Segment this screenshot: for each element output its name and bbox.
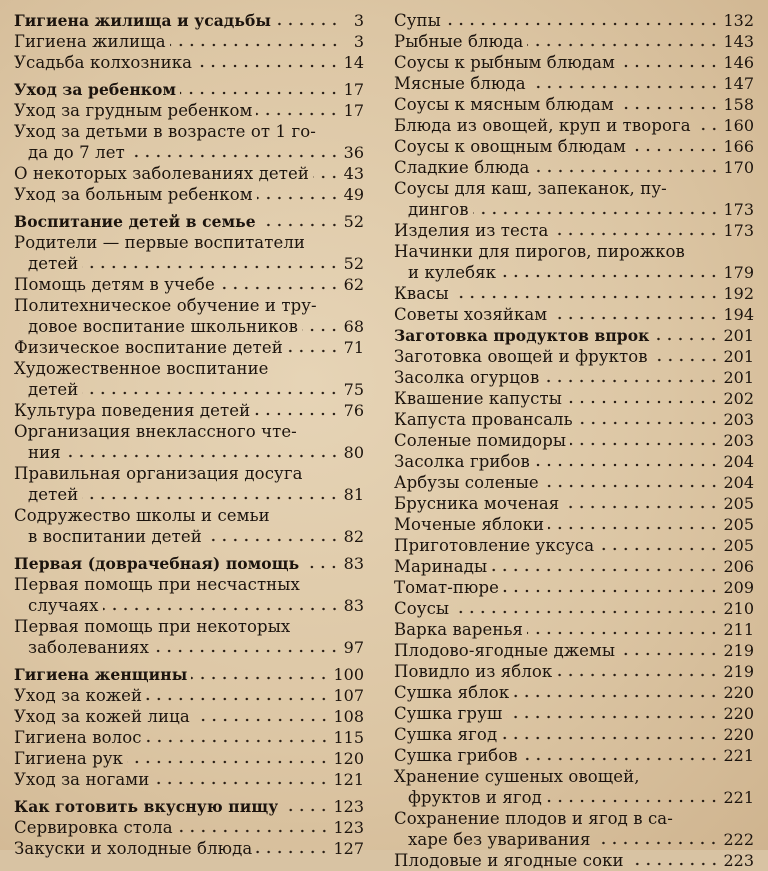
- toc-page-number: 81: [343, 485, 364, 504]
- toc-entry-title: Организация внеклассного чте-: [14, 422, 297, 441]
- dot-leader: [82, 496, 339, 500]
- dot-leader: [65, 454, 340, 458]
- toc-entry-title: Как готовить вкусную пищу: [14, 797, 279, 816]
- toc-page-number: 17: [343, 80, 364, 99]
- toc-entry-title: Помощь детям в учебе: [14, 275, 215, 294]
- toc-page-number: 52: [343, 254, 364, 273]
- toc-entry: [394, 115, 754, 136]
- dot-leader: [534, 463, 720, 467]
- toc-page-number: 170: [723, 158, 754, 177]
- toc-entry-title: Уход за больным ребенком: [14, 185, 253, 204]
- toc-entry-title: Уход за ребенком: [14, 80, 177, 99]
- toc-entry-title: Художественное воспитание: [14, 359, 269, 378]
- toc-entry: [394, 661, 754, 682]
- dot-leader: [302, 328, 340, 332]
- toc-entry: [14, 337, 364, 358]
- toc-entry-title: Уход за детьми в возрасте от 1 го-: [14, 122, 316, 141]
- toc-entry: [394, 136, 754, 157]
- dot-leader: [570, 442, 719, 446]
- toc-page-number: 83: [343, 554, 364, 573]
- toc-entry-title-continued: детей: [28, 380, 79, 399]
- toc-page-number: 205: [723, 515, 754, 534]
- toc-page-number: 203: [723, 410, 754, 429]
- dot-leader: [313, 175, 340, 179]
- toc-entry: [394, 31, 754, 52]
- toc-entry: [394, 283, 754, 304]
- toc-page-number: 75: [343, 380, 364, 399]
- dot-leader: [598, 547, 719, 551]
- toc-page-number: 194: [723, 305, 754, 324]
- toc-entry-title: Правильная организация досуга: [14, 464, 303, 483]
- dot-leader: [618, 106, 720, 110]
- toc-page-number: 173: [723, 200, 754, 219]
- toc-page-number: 211: [723, 620, 754, 639]
- toc-entry-title: Супы: [394, 11, 441, 30]
- toc-page-number: 17: [343, 101, 364, 120]
- toc-page-number: 100: [333, 665, 364, 684]
- toc-entry: [394, 346, 754, 367]
- toc-entry: [14, 31, 364, 52]
- dot-leader: [577, 421, 720, 425]
- toc-page-number: 179: [723, 263, 754, 282]
- toc-entry-title: Гигиена жилища и усадьбы: [14, 11, 272, 30]
- toc-entry-title: Политехническое обучение и тру-: [14, 296, 317, 315]
- toc-entry: [394, 745, 754, 766]
- toc-entry: [394, 682, 754, 703]
- toc-entry-title-continued: довое воспитание школьников: [28, 317, 299, 336]
- dot-leader: [563, 505, 719, 509]
- dot-leader: [191, 676, 329, 680]
- toc-entry: [14, 358, 364, 400]
- toc-entry: [394, 388, 754, 409]
- toc-page-number: 146: [723, 53, 754, 72]
- toc-entry-title: Культура поведения детей: [14, 401, 251, 420]
- toc-entry: [394, 640, 754, 661]
- toc-entry-title: Томат-пюре: [394, 578, 500, 597]
- dot-leader: [619, 652, 719, 656]
- dot-leader: [194, 718, 330, 722]
- toc-entry-title: Советы хозяйкам: [394, 305, 548, 324]
- toc-entry: [394, 766, 754, 808]
- toc-entry-title: Соленые помидоры: [394, 431, 567, 450]
- toc-entry: [394, 850, 754, 871]
- toc-page-number: 143: [723, 32, 754, 51]
- dot-leader: [543, 484, 720, 488]
- toc-page-number: 97: [343, 638, 364, 657]
- toc-entry: [394, 472, 754, 493]
- dot-leader: [628, 862, 720, 866]
- dot-leader: [146, 739, 330, 743]
- toc-entry-title: Заготовка продуктов впрок: [394, 326, 650, 345]
- toc-entry: [394, 367, 754, 388]
- toc-entry: [14, 838, 364, 859]
- toc-page-number: 3: [353, 32, 364, 51]
- dot-leader: [219, 286, 340, 290]
- toc-entry-title: Содружество школы и семьи: [14, 506, 270, 525]
- toc-page-number: 221: [723, 746, 754, 765]
- toc-entry-title: Засолка огурцов: [394, 368, 540, 387]
- toc-entry-title: Хранение сушеных овощей,: [394, 767, 640, 786]
- toc-entry-title: Арбузы соленые: [394, 473, 539, 492]
- toc-entry: [14, 184, 364, 205]
- toc-entry-title: Брусника моченая: [394, 494, 560, 513]
- toc-entry: [14, 52, 364, 73]
- toc-entry-title: Начинки для пирогов, пирожков: [394, 242, 685, 261]
- toc-section-heading: [394, 325, 754, 346]
- toc-entry: [394, 220, 754, 241]
- toc-page-number: 3: [353, 11, 364, 30]
- toc-entry-title: Первая помощь при несчастных: [14, 575, 300, 594]
- toc-page-number: 132: [723, 11, 754, 30]
- toc-page-number: 220: [723, 704, 754, 723]
- toc-section-heading: [14, 553, 364, 574]
- dot-leader: [196, 64, 340, 68]
- toc-page-number: 203: [723, 431, 754, 450]
- dot-leader: [552, 232, 719, 236]
- toc-entry-title: Соусы к рыбным блюдам: [394, 53, 615, 72]
- toc-entry: [394, 598, 754, 619]
- toc-entry: [14, 232, 364, 274]
- toc-entry-title: Плодово-ягодные джемы: [394, 641, 616, 660]
- dot-leader: [506, 715, 719, 719]
- dot-leader: [453, 610, 719, 614]
- dot-leader: [491, 568, 719, 572]
- toc-entry: [14, 121, 364, 163]
- toc-left-column: [14, 10, 364, 859]
- toc-entry-title: Сохранение плодов и ягод в са-: [394, 809, 673, 828]
- dot-leader: [566, 400, 719, 404]
- toc-entry-title-continued: заболеваниях: [28, 638, 149, 657]
- toc-entry: [394, 493, 754, 514]
- toc-entry-title: Сервировка стола: [14, 818, 173, 837]
- dot-leader: [146, 697, 329, 701]
- toc-entry-title: Усадьба колхозника: [14, 53, 193, 72]
- toc-entry: [14, 400, 364, 421]
- toc-entry-title: Воспитание детей в семье: [14, 212, 256, 231]
- toc-entry-title: Квашение капусты: [394, 389, 562, 408]
- toc-page-number: 205: [723, 494, 754, 513]
- toc-entry: [14, 748, 364, 769]
- toc-page-number: 201: [723, 326, 754, 345]
- dot-leader: [206, 538, 340, 542]
- dot-leader: [287, 349, 340, 353]
- toc-page-number: 160: [723, 116, 754, 135]
- dot-leader: [652, 358, 720, 362]
- dot-leader: [453, 295, 720, 299]
- dot-leader: [127, 760, 329, 764]
- toc-page-number: 223: [723, 851, 754, 870]
- dot-leader: [513, 694, 719, 698]
- dot-leader: [103, 607, 340, 611]
- dot-leader: [619, 64, 719, 68]
- toc-page-number: 219: [723, 662, 754, 681]
- toc-entry-title: Гигиена рук: [14, 749, 124, 768]
- toc-page-number: 201: [723, 368, 754, 387]
- toc-page-number: 201: [723, 347, 754, 366]
- toc-entry: [394, 808, 754, 850]
- toc-page-number: 219: [723, 641, 754, 660]
- toc-entry-title: Уход за кожей: [14, 686, 143, 705]
- toc-entry-title-continued: детей: [28, 485, 79, 504]
- toc-entry-title: Соусы: [394, 599, 450, 618]
- toc-entry: [394, 556, 754, 577]
- dot-leader: [522, 757, 720, 761]
- toc-entry: [14, 295, 364, 337]
- dot-leader: [556, 673, 719, 677]
- toc-entry: [394, 73, 754, 94]
- toc-page-number: 210: [723, 599, 754, 618]
- toc-entry-title: Сушка ягод: [394, 725, 498, 744]
- dot-leader: [473, 211, 720, 215]
- toc-entry: [394, 619, 754, 640]
- toc-entry-title: Повидло из яблок: [394, 662, 553, 681]
- toc-entry: [394, 703, 754, 724]
- toc-page-number: 49: [343, 185, 364, 204]
- toc-page-number: 82: [343, 527, 364, 546]
- dot-leader: [256, 112, 339, 116]
- toc-entry-title: О некоторых заболеваниях детей: [14, 164, 309, 183]
- dot-leader: [546, 799, 720, 803]
- dot-leader: [180, 91, 340, 95]
- toc-page-number: 76: [343, 401, 364, 420]
- toc-entry-title: Первая (доврачебная) помощь: [14, 554, 300, 573]
- toc-page-number: 115: [333, 728, 364, 747]
- toc-page-number: 123: [333, 818, 364, 837]
- toc-page-number: 43: [343, 164, 364, 183]
- dot-leader: [177, 829, 330, 833]
- toc-entry: [14, 616, 364, 658]
- toc-entry-title-continued: детей: [28, 254, 79, 273]
- toc-page-number: 221: [723, 788, 754, 807]
- toc-entry-title-continued: в воспитании детей: [28, 527, 202, 546]
- toc-page-number: 108: [333, 707, 364, 726]
- toc-entry: [394, 157, 754, 178]
- toc-page-number: 166: [723, 137, 754, 156]
- toc-entry-title: Изделия из теста: [394, 221, 549, 240]
- toc-entry-title: Первая помощь при некоторых: [14, 617, 291, 636]
- toc-section-heading: [14, 10, 364, 31]
- dot-leader: [82, 391, 339, 395]
- toc-page-number: 222: [723, 830, 754, 849]
- dot-leader: [257, 196, 340, 200]
- toc-page-number: 192: [723, 284, 754, 303]
- toc-entry-title: Родители — первые воспитатели: [14, 233, 306, 252]
- dot-leader: [82, 265, 339, 269]
- toc-entry-title: Приготовление уксуса: [394, 536, 595, 555]
- toc-entry-title: Уход за кожей лица: [14, 707, 190, 726]
- toc-entry: [394, 178, 754, 220]
- toc-entry-title: Мясные блюда: [394, 74, 526, 93]
- dot-leader: [260, 223, 340, 227]
- toc-page-number: 14: [343, 53, 364, 72]
- toc-entry: [394, 409, 754, 430]
- toc-entry-title-continued: харе без уваривания: [408, 830, 591, 849]
- toc-entry-title: Сушка грибов: [394, 746, 518, 765]
- dot-leader: [153, 649, 340, 653]
- toc-entry-title: Сладкие блюда: [394, 158, 530, 177]
- toc-section-heading: [14, 796, 364, 817]
- toc-entry: [14, 100, 364, 121]
- toc-entry-title: Закуски и холодные блюда: [14, 839, 253, 858]
- toc-entry-title-continued: фруктов и ягод: [408, 788, 542, 807]
- dot-leader: [548, 526, 719, 530]
- toc-entry: [14, 706, 364, 727]
- toc-entry-title: Уход за грудным ребенком: [14, 101, 253, 120]
- toc-entry-title: Соусы к овощным блюдам: [394, 137, 626, 156]
- dot-leader: [445, 22, 720, 26]
- dot-leader: [630, 148, 719, 152]
- toc-page-number: 205: [723, 536, 754, 555]
- toc-entry: [394, 514, 754, 535]
- dot-leader: [153, 781, 329, 785]
- toc-page-number: 121: [333, 770, 364, 789]
- dot-leader: [501, 736, 719, 740]
- toc-page-number: 204: [723, 473, 754, 492]
- toc-entry-title-continued: ния: [28, 443, 61, 462]
- dot-leader: [527, 43, 719, 47]
- toc-page-number: 147: [723, 74, 754, 93]
- toc-page-number: 71: [343, 338, 364, 357]
- toc-page-number: 52: [343, 212, 364, 231]
- toc-entry-title: Плодовые и ягодные соки: [394, 851, 624, 870]
- toc-entry-title: Уход за ногами: [14, 770, 150, 789]
- toc-page-number: 36: [343, 143, 364, 162]
- toc-entry: [14, 163, 364, 184]
- toc-entry-title-continued: случаях: [28, 596, 99, 615]
- toc-entry: [14, 463, 364, 505]
- dot-leader: [500, 274, 719, 278]
- dot-leader: [129, 154, 340, 158]
- toc-entry-title-continued: и кулебяк: [408, 263, 497, 282]
- toc-entry: [394, 451, 754, 472]
- dot-leader: [594, 841, 719, 845]
- toc-page-number: 209: [723, 578, 754, 597]
- toc-page-number: 202: [723, 389, 754, 408]
- toc-page-number: 220: [723, 725, 754, 744]
- toc-entry-title: Заготовка овощей и фруктов: [394, 347, 648, 366]
- toc-entry-title: Блюда из овощей, круп и творога: [394, 116, 691, 135]
- toc-entry: [14, 727, 364, 748]
- toc-entry-title: Варка варенья: [394, 620, 524, 639]
- toc-entry-title: Сушка яблок: [394, 683, 510, 702]
- dot-leader: [551, 316, 719, 320]
- toc-entry-title: Рыбные блюда: [394, 32, 524, 51]
- dot-leader: [256, 850, 329, 854]
- toc-page-number: 62: [343, 275, 364, 294]
- dot-leader: [543, 379, 719, 383]
- toc-entry-title: Сушка груш: [394, 704, 503, 723]
- toc-entry: [14, 685, 364, 706]
- toc-entry: [394, 304, 754, 325]
- toc-entry: [14, 421, 364, 463]
- toc-entry-title: Гигиена женщины: [14, 665, 188, 684]
- toc-entry: [394, 577, 754, 598]
- toc-entry-title: Гигиена волос: [14, 728, 142, 747]
- toc-entry-title: Квасы: [394, 284, 449, 303]
- toc-entry: [394, 10, 754, 31]
- toc-entry: [14, 505, 364, 547]
- toc-entry-title: Маринады: [394, 557, 488, 576]
- toc-page-number: 206: [723, 557, 754, 576]
- toc-entry-title: Моченые яблоки: [394, 515, 545, 534]
- toc-entry-title: Гигиена жилища: [14, 32, 166, 51]
- toc-entry: [14, 574, 364, 616]
- toc-entry: [14, 817, 364, 838]
- toc-page-number: 204: [723, 452, 754, 471]
- toc-entry-title: Соусы для каш, запеканок, пу-: [394, 179, 667, 198]
- dot-leader: [695, 127, 720, 131]
- dot-leader: [303, 565, 339, 569]
- toc-page-number: 127: [333, 839, 364, 858]
- toc-right-column: [394, 10, 754, 871]
- toc-page-number: 80: [343, 443, 364, 462]
- dot-leader: [170, 43, 340, 47]
- toc-entry: [394, 724, 754, 745]
- toc-page-number: 173: [723, 221, 754, 240]
- toc-entry: [14, 274, 364, 295]
- toc-entry: [14, 769, 364, 790]
- dot-leader: [534, 169, 720, 173]
- toc-section-heading: [14, 211, 364, 232]
- toc-entry-title: Соусы к мясным блюдам: [394, 95, 614, 114]
- toc-page-number: 68: [343, 317, 364, 336]
- toc-entry: [394, 52, 754, 73]
- toc-entry: [394, 430, 754, 451]
- toc-entry-title: Засолка грибов: [394, 452, 530, 471]
- toc-page-number: 83: [343, 596, 364, 615]
- dot-leader: [653, 337, 719, 341]
- dot-leader: [254, 412, 339, 416]
- toc-entry-title: Физическое воспитание детей: [14, 338, 283, 357]
- dot-leader: [282, 808, 329, 812]
- toc-page-number: 123: [333, 797, 364, 816]
- dot-leader: [530, 85, 720, 89]
- dot-leader: [503, 589, 719, 593]
- toc-page-number: 120: [333, 749, 364, 768]
- toc-entry: [394, 94, 754, 115]
- toc-section-heading: [14, 664, 364, 685]
- toc-entry-title-continued: дингов: [408, 200, 469, 219]
- toc-page-number: 158: [723, 95, 754, 114]
- toc-page-number: 107: [333, 686, 364, 705]
- toc-entry: [394, 535, 754, 556]
- dot-leader: [527, 631, 719, 635]
- toc-page-number: 220: [723, 683, 754, 702]
- toc-entry-title: Капуста провансаль: [394, 410, 573, 429]
- toc-entry-title-continued: да до 7 лет: [28, 143, 125, 162]
- toc-section-heading: [14, 79, 364, 100]
- dot-leader: [275, 22, 340, 26]
- toc-entry: [394, 241, 754, 283]
